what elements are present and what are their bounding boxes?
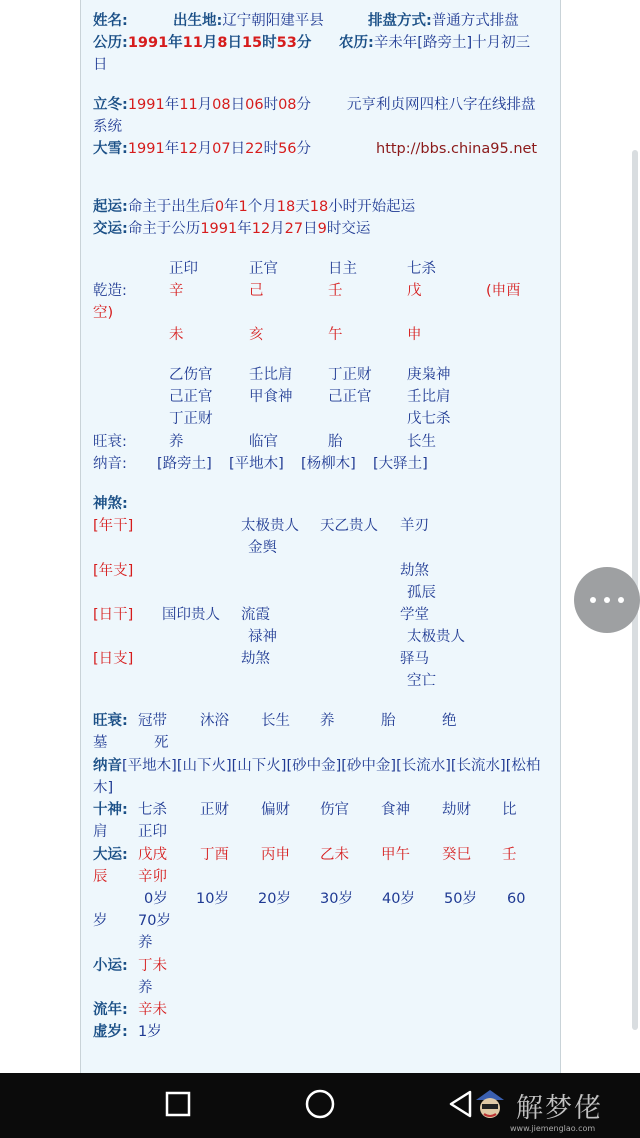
hidden-hour-2: 壬比肩 bbox=[407, 389, 451, 405]
hidden-year-1: 乙伤官 bbox=[169, 367, 213, 383]
lidong-label: 立冬: bbox=[93, 97, 128, 113]
hidden-year-2: 己正官 bbox=[169, 389, 213, 405]
dayun-age-9: 70岁 bbox=[138, 913, 171, 929]
gongli-label: 公历: bbox=[93, 35, 128, 51]
dayun-ss-5: 食神 bbox=[381, 802, 410, 818]
shensha-niangan-1: 太极贵人 bbox=[241, 518, 299, 534]
qiyun-hours: 18 bbox=[309, 199, 329, 215]
branch-day: 午 bbox=[328, 327, 343, 343]
hidden-day-2: 己正官 bbox=[328, 389, 372, 405]
mascot-icon bbox=[470, 1084, 510, 1128]
stem-hour: 戊 bbox=[407, 283, 422, 299]
daxue-hour-unit: 时 bbox=[263, 141, 279, 157]
kongwang: (申酉 bbox=[486, 283, 521, 299]
dayun-ws-4: 养 bbox=[320, 713, 335, 729]
jiaoyun-day: 27 bbox=[284, 221, 304, 237]
jiaoyun-hour: 9 bbox=[317, 221, 327, 237]
shensha-rigan-3: 学堂 bbox=[400, 607, 429, 623]
xiaoyun-label: 小运: bbox=[93, 958, 128, 974]
jiaoyun-day-unit: 日 bbox=[303, 221, 318, 237]
dayun-nayin-values: [平地木][山下火][山下火][砂中金][砂中金][长流水][长流水][松柏 bbox=[122, 758, 541, 774]
nongli-value: 辛未年[路旁土]十月初三 bbox=[373, 35, 531, 51]
dayun-ss-1: 七杀 bbox=[138, 802, 167, 818]
daxue-row bbox=[93, 139, 311, 159]
dayun-age-6: 50岁 bbox=[444, 891, 477, 907]
method-label: 排盘方式: bbox=[368, 13, 432, 29]
wangshuai-label: 旺衰: bbox=[93, 434, 127, 450]
wangshuai-year: 养 bbox=[169, 434, 184, 450]
tengod-day: 日主 bbox=[328, 261, 357, 277]
dayun-pillar-4: 乙未 bbox=[320, 847, 349, 863]
birthplace-row bbox=[173, 11, 324, 31]
lidong-row bbox=[93, 95, 311, 115]
wangshuai-month: 临官 bbox=[249, 434, 278, 450]
daxue-label: 大雪: bbox=[93, 141, 128, 157]
shensha-rigan-2: 流霞 bbox=[241, 607, 270, 623]
xusui-label: 虚岁: bbox=[93, 1024, 128, 1040]
shensha-nianzhi-1: 劫煞 bbox=[400, 563, 429, 579]
site-name-wrap: 系统 bbox=[93, 119, 122, 135]
name-label: 姓名: bbox=[93, 13, 128, 29]
dayun-ss-8: 肩 bbox=[93, 824, 108, 840]
lidong-year-unit: 年 bbox=[164, 97, 180, 113]
dayun-ws-5: 胎 bbox=[381, 713, 396, 729]
gongli-row bbox=[93, 33, 311, 53]
lidong-minute-unit: 分 bbox=[296, 97, 312, 113]
dayun-age-7: 60 bbox=[507, 891, 526, 907]
hidden-hour-3: 戊七杀 bbox=[407, 411, 451, 427]
hidden-day-1: 丁正财 bbox=[328, 367, 372, 383]
tengod-hour: 七杀 bbox=[407, 261, 436, 277]
dayun-ss-7: 比 bbox=[502, 802, 517, 818]
hidden-hour-1: 庚枭神 bbox=[407, 367, 451, 383]
dayun-ws-2: 沐浴 bbox=[200, 713, 229, 729]
lidong-month: 11 bbox=[179, 97, 198, 113]
qianzao-label: 乾造: bbox=[93, 283, 127, 299]
dayun-nayin-label: 纳音 bbox=[93, 758, 122, 774]
birthplace-value: 辽宁朝阳建平县 bbox=[222, 13, 324, 29]
branch-year: 未 bbox=[169, 327, 184, 343]
content-panel bbox=[80, 0, 561, 1073]
jiaoyun-year: 1991 bbox=[200, 221, 238, 237]
nongli-row bbox=[339, 33, 530, 53]
hidden-month-1: 壬比肩 bbox=[249, 367, 293, 383]
dayun-ws-6: 绝 bbox=[442, 713, 457, 729]
shensha-nianzhi-label: [年支] bbox=[93, 563, 134, 579]
gongli-month: 11 bbox=[182, 35, 203, 51]
stem-day: 壬 bbox=[328, 283, 343, 299]
dayun-ws-8: 死 bbox=[154, 735, 169, 751]
shensha-niangan-label: [年干] bbox=[93, 518, 134, 534]
dayun-age-3: 20岁 bbox=[258, 891, 291, 907]
qiyun-years: 0 bbox=[214, 199, 225, 215]
stem-month: 己 bbox=[249, 283, 264, 299]
dayun-ss-3: 偏财 bbox=[261, 802, 290, 818]
shensha-rizhi-1: 劫煞 bbox=[241, 651, 270, 667]
shensha-rizhi-label: [日支] bbox=[93, 651, 134, 667]
dayun-age-1: 0岁 bbox=[144, 891, 168, 907]
gongli-month-unit: 月 bbox=[202, 35, 218, 51]
nongli-label: 农历: bbox=[339, 35, 374, 51]
dayun-ws-1: 冠带 bbox=[138, 713, 167, 729]
jiaoyun-hour-unit: 时交运 bbox=[326, 221, 371, 237]
wangshuai-day: 胎 bbox=[328, 434, 343, 450]
dayun-pillar-3: 丙申 bbox=[261, 847, 290, 863]
xusui-value: 1岁 bbox=[138, 1024, 162, 1040]
gongli-day: 8 bbox=[217, 35, 228, 51]
dayun-age-ws: 养 bbox=[138, 935, 153, 951]
nayin-year: [路旁土] bbox=[157, 456, 212, 472]
xiaoyun-ws: 养 bbox=[138, 980, 153, 996]
shensha-nianzhi-2: 孤辰 bbox=[407, 585, 436, 601]
hidden-year-3: 丁正财 bbox=[169, 411, 213, 427]
jiaoyun-year-unit: 年 bbox=[237, 221, 252, 237]
daxue-hour: 22 bbox=[245, 141, 264, 157]
dayun-ss-9: 正印 bbox=[138, 824, 167, 840]
gongli-day-unit: 日 bbox=[227, 35, 242, 51]
qiyun-hours-unit: 小时开始起运 bbox=[328, 199, 416, 215]
header-line-1 bbox=[93, 11, 128, 31]
shensha-rizhi-2: 驿马 bbox=[400, 651, 429, 667]
gongli-minute: 53 bbox=[276, 35, 297, 51]
qiyun-prefix: 命主于出生后 bbox=[127, 199, 215, 215]
shensha-rigan-4: 禄神 bbox=[248, 629, 277, 645]
dayun-pillar-5: 甲午 bbox=[381, 847, 410, 863]
more-icon bbox=[589, 592, 625, 608]
gongli-hour-unit: 时 bbox=[262, 35, 277, 51]
lidong-month-unit: 月 bbox=[197, 97, 213, 113]
qiyun-months-unit: 个月 bbox=[247, 199, 277, 215]
method-row bbox=[368, 11, 519, 31]
dayun-ws-3: 长生 bbox=[261, 713, 290, 729]
lidong-hour: 06 bbox=[245, 97, 264, 113]
tengod-year: 正印 bbox=[169, 261, 198, 277]
qiyun-months: 1 bbox=[238, 199, 248, 215]
circle-icon bbox=[305, 1089, 335, 1123]
dayun-ss-label: 十神: bbox=[93, 802, 128, 818]
dayun-pillar-7: 壬 bbox=[502, 847, 517, 863]
dayun-pillar-8: 辰 bbox=[93, 869, 108, 885]
nayin-day: [杨柳木] bbox=[301, 456, 356, 472]
home-button[interactable] bbox=[292, 1073, 348, 1138]
gongli-minute-unit: 分 bbox=[296, 35, 312, 51]
lidong-hour-unit: 时 bbox=[263, 97, 279, 113]
daxue-minute: 56 bbox=[278, 141, 297, 157]
daxue-year-unit: 年 bbox=[164, 141, 180, 157]
daxue-day-unit: 日 bbox=[230, 141, 246, 157]
birthplace-label: 出生地: bbox=[173, 13, 223, 29]
dayun-pillar-9: 辛卯 bbox=[138, 869, 167, 885]
daxue-year: 1991 bbox=[127, 141, 165, 157]
daxue-month-unit: 月 bbox=[197, 141, 213, 157]
qiyun-days: 18 bbox=[276, 199, 296, 215]
more-button[interactable] bbox=[574, 567, 640, 633]
site-url-link[interactable]: http://bbs.china95.net bbox=[376, 141, 538, 157]
dayun-age-4: 30岁 bbox=[320, 891, 353, 907]
dayun-age-5: 40岁 bbox=[382, 891, 415, 907]
dayun-pillar-2: 丁酉 bbox=[200, 847, 229, 863]
liunian-label: 流年: bbox=[93, 1002, 128, 1018]
nayin-month: [平地木] bbox=[229, 456, 284, 472]
xiaoyun-value: 丁未 bbox=[138, 958, 167, 974]
square-icon bbox=[165, 1091, 191, 1121]
watermark-text: 解梦佬 bbox=[516, 1093, 603, 1124]
gongli-year-unit: 年 bbox=[168, 35, 183, 51]
gongli-hour: 15 bbox=[241, 35, 263, 51]
watermark-url: www.jiemenglao.com bbox=[510, 1124, 596, 1133]
lidong-year: 1991 bbox=[127, 97, 165, 113]
dayun-pillar-6: 癸巳 bbox=[442, 847, 471, 863]
qiyun-label: 起运: bbox=[93, 199, 128, 215]
nayin-label: 纳音: bbox=[93, 456, 127, 472]
method-value: 普通方式排盘 bbox=[431, 13, 519, 29]
dayun-ss-2: 正财 bbox=[200, 802, 229, 818]
stem-year: 辛 bbox=[169, 283, 184, 299]
dayun-ss-4: 伤官 bbox=[320, 802, 349, 818]
shensha-rigan-5: 太极贵人 bbox=[407, 629, 465, 645]
daxue-day: 07 bbox=[212, 141, 231, 157]
dayun-label: 大运: bbox=[93, 847, 128, 863]
tengod-month: 正官 bbox=[249, 261, 278, 277]
daxue-month: 12 bbox=[179, 141, 198, 157]
site-name: 元亨利贞网四柱八字在线排盘 bbox=[347, 97, 536, 113]
kongwang-wrap: 空) bbox=[93, 305, 114, 321]
gongli-year: 1991 bbox=[127, 35, 169, 51]
wangshuai-hour: 长生 bbox=[407, 434, 436, 450]
qiyun-days-unit: 天 bbox=[295, 199, 310, 215]
lidong-day: 08 bbox=[212, 97, 231, 113]
shensha-niangan-4: 金舆 bbox=[248, 540, 277, 556]
qiyun-row bbox=[93, 197, 415, 217]
branch-hour: 申 bbox=[407, 327, 422, 343]
jiaoyun-month: 12 bbox=[251, 221, 271, 237]
shensha-rizhi-3: 空亡 bbox=[407, 673, 436, 689]
daxue-minute-unit: 分 bbox=[296, 141, 312, 157]
jiaoyun-row bbox=[93, 219, 370, 239]
shensha-niangan-3: 羊刃 bbox=[400, 518, 429, 534]
hidden-month-2: 甲食神 bbox=[249, 389, 293, 405]
jiaoyun-month-unit: 月 bbox=[270, 221, 285, 237]
qiyun-years-unit: 年 bbox=[224, 199, 239, 215]
shensha-niangan-2: 天乙贵人 bbox=[320, 518, 378, 534]
dayun-age-8: 岁 bbox=[93, 913, 108, 929]
dayun-ss-6: 劫财 bbox=[442, 802, 471, 818]
shensha-rigan-label: [日干] bbox=[93, 607, 134, 623]
dayun-nayin-wrap: 木] bbox=[93, 780, 114, 796]
dayun-ws-label: 旺衰: bbox=[93, 713, 128, 729]
nongli-wrap: 日 bbox=[93, 57, 108, 73]
liunian-value: 辛未 bbox=[138, 1002, 167, 1018]
dayun-age-2: 10岁 bbox=[196, 891, 229, 907]
lidong-minute: 08 bbox=[278, 97, 297, 113]
jiaoyun-prefix: 命主于公历 bbox=[127, 221, 201, 237]
jiaoyun-label: 交运: bbox=[93, 221, 128, 237]
shensha-rigan-1: 国印贵人 bbox=[162, 607, 220, 623]
lidong-day-unit: 日 bbox=[230, 97, 246, 113]
shensha-label: 神煞: bbox=[93, 496, 128, 512]
branch-month: 亥 bbox=[249, 327, 264, 343]
dayun-ws-7: 墓 bbox=[93, 735, 108, 751]
nayin-hour: [大驿土] bbox=[373, 456, 428, 472]
dayun-nayin-row bbox=[93, 756, 540, 776]
dayun-pillar-1: 戊戌 bbox=[138, 847, 167, 863]
recent-apps-button[interactable] bbox=[150, 1073, 206, 1138]
